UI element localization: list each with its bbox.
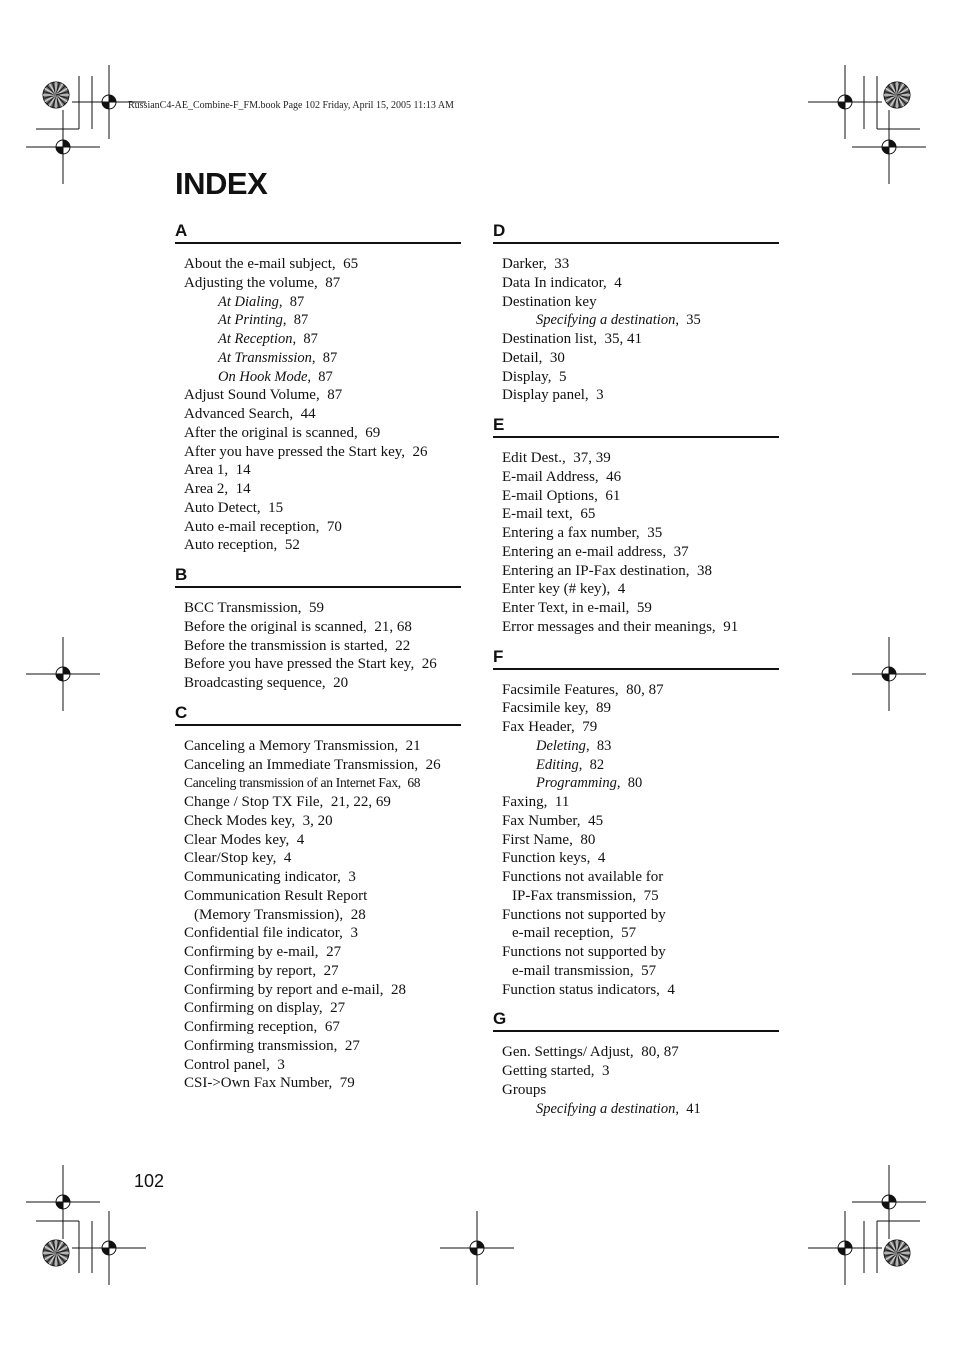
index-page-refs: 14 — [235, 481, 251, 497]
index-term: Groups — [502, 1081, 547, 1098]
index-term: Getting started, — [502, 1063, 595, 1079]
index-page-refs: 80 — [580, 831, 596, 848]
index-page-refs: 41 — [686, 1100, 701, 1117]
index-entry — [184, 868, 461, 887]
index-page-refs: 37 — [673, 543, 689, 560]
index-page-refs: 20 — [333, 675, 349, 691]
index-term: Darker, — [502, 256, 547, 272]
index-subentry: Editing, 82 — [536, 756, 605, 773]
index-section-d — [493, 221, 779, 405]
index-page-refs: 80, 87 — [641, 1044, 679, 1061]
index-term: E-mail text, — [502, 506, 573, 523]
index-term: At Reception — [218, 331, 293, 347]
index-entry — [502, 449, 779, 468]
index-entry — [184, 443, 461, 462]
index-entry — [502, 255, 779, 274]
index-entry — [184, 981, 461, 1000]
index-entry — [184, 255, 461, 274]
index-entry — [184, 924, 461, 943]
index-term: Functions not available for — [502, 869, 664, 885]
index-page-refs: 26 — [421, 656, 437, 673]
index-term: After you have pressed the Start key, — [184, 443, 406, 460]
section-letter-heading: F — [493, 647, 779, 670]
index-entry — [184, 793, 461, 812]
index-term: Confirming by e-mail, — [184, 944, 319, 960]
index-term: Specifying a destination — [536, 1100, 676, 1117]
registration-target-icon — [26, 637, 100, 711]
index-page-refs: 26 — [425, 756, 441, 773]
index-term: Entering a fax number, — [502, 525, 640, 541]
index-page-refs: 30 — [549, 349, 565, 366]
index-page-refs: 4 — [614, 274, 622, 291]
index-term: E-mail Options, — [502, 487, 598, 504]
section-letter-heading: D — [493, 221, 779, 244]
index-page-refs: 5 — [558, 368, 567, 385]
index-entry-list — [175, 737, 461, 1093]
index-term: Faxing, — [502, 794, 548, 810]
index-term: Data In indicator, — [502, 274, 607, 291]
index-entry — [184, 461, 461, 480]
index-entry-list — [493, 681, 779, 1000]
index-term: Display panel, — [502, 387, 589, 404]
index-page-refs: 67 — [324, 1019, 340, 1035]
index-subentry: Specifying a destination, 41 — [536, 1100, 701, 1117]
index-entry — [184, 812, 461, 831]
index-term: Confirming by report and e-mail, — [184, 981, 384, 998]
index-term: IP-Fax transmission, — [512, 887, 637, 904]
index-term: Area 1, — [184, 462, 229, 479]
index-page-refs: 89 — [596, 700, 612, 717]
index-page-refs: 4 — [296, 831, 305, 848]
registration-target-icon — [852, 637, 926, 711]
index-entry — [502, 1043, 779, 1062]
index-page-refs: 57 — [641, 962, 657, 979]
index-entry — [184, 1037, 461, 1056]
index-term: Function keys, — [502, 850, 591, 867]
registration-target-icon — [440, 1211, 514, 1285]
index-subentry: At Reception, 87 — [218, 331, 318, 347]
index-entry — [184, 756, 461, 775]
index-entry-list — [493, 1043, 779, 1118]
color-registration-icon — [883, 1239, 911, 1267]
index-page-refs: 35, 41 — [604, 331, 642, 347]
index-entry — [502, 468, 779, 487]
index-entry — [184, 536, 461, 555]
index-term: First Name, — [502, 831, 573, 848]
index-entry — [184, 849, 461, 868]
section-letter-heading: B — [175, 565, 461, 588]
index-term: About the e-mail subject, — [184, 256, 336, 272]
index-page-refs: 61 — [605, 487, 621, 504]
index-entry — [502, 943, 779, 962]
index-entry — [184, 831, 461, 850]
index-entry — [184, 274, 461, 293]
color-registration-icon — [42, 1239, 70, 1267]
index-page-refs: 59 — [309, 600, 325, 616]
index-entry — [184, 1056, 461, 1075]
index-term: Communicating indicator, — [184, 869, 341, 885]
index-term: At Transmission — [218, 349, 312, 366]
index-entry — [184, 386, 461, 405]
index-entry — [502, 368, 779, 387]
index-subentry: Specifying a destination, 35 — [536, 312, 701, 329]
index-term: e-mail reception, — [512, 925, 614, 942]
index-entry — [502, 831, 779, 850]
index-term: Specifying a destination — [536, 312, 676, 329]
index-entry — [502, 293, 779, 312]
index-page-refs: 14 — [235, 462, 251, 479]
index-term: Broadcasting sequence, — [184, 675, 326, 691]
index-entry — [184, 499, 461, 518]
index-page-refs: 15 — [268, 499, 284, 516]
index-entry — [502, 962, 779, 981]
index-term: Fax Header, — [502, 719, 575, 735]
index-term: Programming — [536, 775, 617, 792]
index-term: Destination key — [502, 293, 597, 310]
index-term: Enter key (# key), — [502, 581, 611, 598]
index-page-refs: 3 — [596, 387, 604, 404]
index-section-g — [493, 1009, 779, 1118]
section-letter-heading: C — [175, 703, 461, 726]
index-page-refs: 87 — [293, 312, 309, 329]
index-section-e — [493, 415, 779, 637]
index-entry — [502, 681, 779, 700]
index-entry — [502, 981, 779, 1000]
index-page-refs: 33 — [554, 256, 570, 272]
index-term: Canceling a Memory Transmission, — [184, 737, 399, 754]
index-term: Before you have pressed the Start key, — [184, 656, 415, 673]
index-page-refs: 4 — [283, 850, 292, 867]
index-term: E-mail Address, — [502, 468, 599, 485]
index-page-refs: 46 — [606, 468, 622, 485]
index-term: Adjusting the volume, — [184, 274, 318, 291]
index-page-refs: 4 — [667, 981, 675, 998]
index-term: Function status indicators, — [502, 981, 660, 998]
index-subentry: On Hook Mode, 87 — [218, 368, 333, 385]
index-entry — [502, 562, 779, 581]
index-term: Clear/Stop key, — [184, 850, 277, 867]
index-term: Communication Result Report — [184, 887, 368, 904]
index-section-f — [493, 647, 779, 1000]
index-entry — [184, 999, 461, 1018]
index-term: At Printing — [218, 312, 283, 329]
index-term: Advanced Search, — [184, 406, 294, 422]
index-page-refs: 22 — [395, 637, 411, 654]
index-page-refs: 35 — [647, 525, 663, 541]
index-entry — [184, 1018, 461, 1037]
index-term: At Dialing — [218, 293, 279, 310]
index-term: Entering an IP-Fax destination, — [502, 562, 690, 579]
index-page-refs: 65 — [343, 256, 359, 272]
index-term: Area 2, — [184, 481, 229, 497]
index-entry — [502, 718, 779, 737]
file-header-line: RussianC4-AE_Combine-F_FM.book Page 102 Friday, April 15, 2005 11:13 AM — [128, 100, 454, 111]
index-term: Before the transmission is started, — [184, 637, 388, 654]
index-page-refs: 83 — [596, 737, 612, 754]
index-section-a — [175, 221, 461, 555]
page-title: INDEX — [175, 166, 268, 201]
index-page-refs: 91 — [723, 618, 739, 635]
index-page-refs: 68 — [407, 775, 421, 791]
index-page-refs: 4 — [597, 850, 606, 867]
section-letter-heading: G — [493, 1009, 779, 1032]
index-page-refs: 87 — [327, 387, 343, 404]
index-entry — [184, 618, 461, 637]
index-term: Facsimile Features, — [502, 681, 619, 698]
index-subentry: At Dialing, 87 — [218, 293, 305, 310]
index-entry — [502, 543, 779, 562]
index-entry-list — [493, 449, 779, 637]
index-page-refs: 65 — [580, 506, 596, 523]
index-entry — [184, 943, 461, 962]
index-entry — [184, 674, 461, 693]
page-number: 102 — [134, 1171, 165, 1191]
index-entry — [184, 962, 461, 981]
index-page-refs: 3 — [350, 925, 358, 942]
index-page-refs: 80, 87 — [626, 681, 664, 698]
index-subentry: Programming, 80 — [536, 775, 643, 792]
index-term: Control panel, — [184, 1056, 270, 1073]
index-term: Fax Number, — [502, 812, 581, 829]
index-term: Check Modes key, — [184, 812, 296, 829]
index-term: Destination list, — [502, 331, 597, 347]
index-entry — [502, 793, 779, 812]
index-term: On Hook Mode — [218, 368, 308, 385]
index-page-refs: 3, 20 — [302, 812, 333, 829]
index-page-refs: 69 — [365, 424, 381, 441]
index-entry — [502, 505, 779, 524]
index-entry — [502, 330, 779, 349]
index-page-refs: 87 — [318, 368, 333, 385]
index-term: Confirming on display, — [184, 1000, 323, 1017]
index-page-refs: 28 — [391, 981, 407, 998]
index-entry — [502, 487, 779, 506]
index-page-refs: 37, 39 — [573, 450, 611, 466]
index-page-refs: 79 — [339, 1075, 355, 1092]
index-term: CSI->Own Fax Number, — [184, 1075, 333, 1092]
index-term: Confidential file indicator, — [184, 925, 343, 942]
index-entry — [502, 812, 779, 831]
index-term: Editing — [536, 756, 579, 773]
index-entry — [502, 1081, 779, 1100]
index-term: Error messages and their meanings, — [502, 618, 716, 635]
index-entry — [184, 480, 461, 499]
index-page-refs: 38 — [696, 562, 712, 579]
index-page-refs: 3 — [601, 1063, 610, 1079]
section-letter-heading: E — [493, 415, 779, 438]
index-page-refs: 59 — [636, 600, 652, 616]
index-term: Functions not supported by — [502, 944, 666, 960]
index-entry — [502, 1062, 779, 1081]
index-entry — [502, 386, 779, 405]
index-page-refs: 75 — [643, 887, 659, 904]
color-registration-icon — [42, 81, 70, 109]
index-entry — [502, 618, 779, 637]
index-entry — [502, 906, 779, 925]
index-page-refs: 27 — [330, 1000, 346, 1017]
index-entry — [184, 599, 461, 618]
index-entry — [184, 424, 461, 443]
index-entry — [184, 637, 461, 656]
index-page-refs: 79 — [582, 719, 598, 735]
index-entry — [502, 349, 779, 368]
index-entry — [502, 524, 779, 543]
index-term: Adjust Sound Volume, — [184, 387, 320, 404]
index-page-refs: 27 — [326, 944, 342, 960]
index-page-refs: 35 — [686, 312, 701, 329]
index-entry — [184, 906, 461, 925]
index-term: BCC Transmission, — [184, 600, 302, 616]
index-page-refs: 87 — [322, 349, 338, 366]
index-term: Before the original is scanned, — [184, 618, 367, 635]
index-term: Canceling an Immediate Transmission, — [184, 756, 419, 773]
index-entry — [502, 599, 779, 618]
index-page-refs: 27 — [323, 962, 339, 979]
index-entry — [502, 274, 779, 293]
index-column-right — [493, 221, 779, 1128]
index-section-b — [175, 565, 461, 693]
index-term: Gen. Settings/ Adjust, — [502, 1044, 634, 1061]
index-entry — [502, 868, 779, 887]
index-page-refs: 87 — [289, 293, 305, 310]
index-page-refs: 21, 68 — [374, 618, 412, 635]
index-term: After the original is scanned, — [184, 424, 358, 441]
index-subentry: Deleting, 83 — [536, 737, 612, 754]
index-term: Clear Modes key, — [184, 831, 290, 848]
index-entry — [502, 580, 779, 599]
index-term: Auto e-mail reception, — [184, 518, 320, 535]
index-entry-list — [175, 599, 461, 693]
index-term: Auto reception, — [184, 537, 278, 554]
index-column-left — [175, 221, 461, 1103]
index-term: Display, — [502, 368, 552, 385]
index-section-c — [175, 703, 461, 1093]
index-term: (Memory Transmission), — [194, 906, 344, 923]
index-page-refs: 21 — [405, 737, 421, 754]
index-page-refs: 87 — [303, 331, 318, 347]
index-term: Functions not supported by — [502, 906, 666, 923]
index-entry — [502, 699, 779, 718]
registration-target-icon — [852, 110, 926, 184]
section-letter-heading: A — [175, 221, 461, 244]
index-subentry: At Transmission, 87 — [218, 349, 338, 366]
index-entry — [184, 737, 461, 756]
registration-target-icon — [852, 1165, 926, 1239]
index-page-refs: 82 — [589, 756, 605, 773]
index-page-refs: 3 — [348, 869, 356, 885]
index-term: Canceling transmission of an Internet Fax, — [184, 775, 401, 791]
index-page-refs: 21, 22, 69 — [330, 794, 391, 810]
index-term: Facsimile key, — [502, 700, 589, 717]
index-term: Confirming by report, — [184, 962, 317, 979]
index-term: e-mail transmission, — [512, 962, 634, 979]
index-entry — [184, 405, 461, 424]
index-page-refs: 28 — [350, 906, 366, 923]
index-term: Enter Text, in e-mail, — [502, 600, 630, 616]
index-entry — [184, 1074, 461, 1093]
index-subentry: At Printing, 87 — [218, 312, 309, 329]
index-entry — [502, 887, 779, 906]
index-term: Detail, — [502, 349, 543, 366]
index-entry — [184, 887, 461, 906]
index-entry — [502, 924, 779, 943]
index-entry — [184, 518, 461, 537]
index-page-refs: 4 — [617, 581, 626, 598]
index-entry-list — [493, 255, 779, 405]
index-page-refs: 3 — [277, 1056, 285, 1073]
index-page-refs: 70 — [326, 518, 342, 535]
index-page-refs: 45 — [588, 812, 604, 829]
index-entry — [184, 774, 461, 793]
index-term: Confirming transmission, — [184, 1037, 338, 1054]
registration-target-icon — [72, 1211, 146, 1285]
index-entry-list — [175, 255, 461, 555]
index-term: Confirming reception, — [184, 1019, 318, 1035]
registration-target-icon — [26, 110, 100, 184]
index-page-refs: 11 — [554, 794, 570, 810]
index-page-refs: 44 — [300, 406, 316, 422]
index-term: Auto Detect, — [184, 499, 261, 516]
index-term: Edit Dest., — [502, 450, 566, 466]
index-page-refs: 27 — [344, 1037, 360, 1054]
index-term: Deleting — [536, 737, 586, 754]
index-term: Entering an e-mail address, — [502, 543, 667, 560]
index-entry — [184, 655, 461, 674]
index-page-refs: 26 — [412, 443, 428, 460]
index-page-refs: 52 — [284, 537, 300, 554]
index-term: Change / Stop TX File, — [184, 794, 324, 810]
color-registration-icon — [883, 81, 911, 109]
index-page-refs: 87 — [325, 274, 341, 291]
index-page-refs: 57 — [621, 925, 637, 942]
index-page-refs: 80 — [627, 775, 643, 792]
index-entry — [502, 849, 779, 868]
